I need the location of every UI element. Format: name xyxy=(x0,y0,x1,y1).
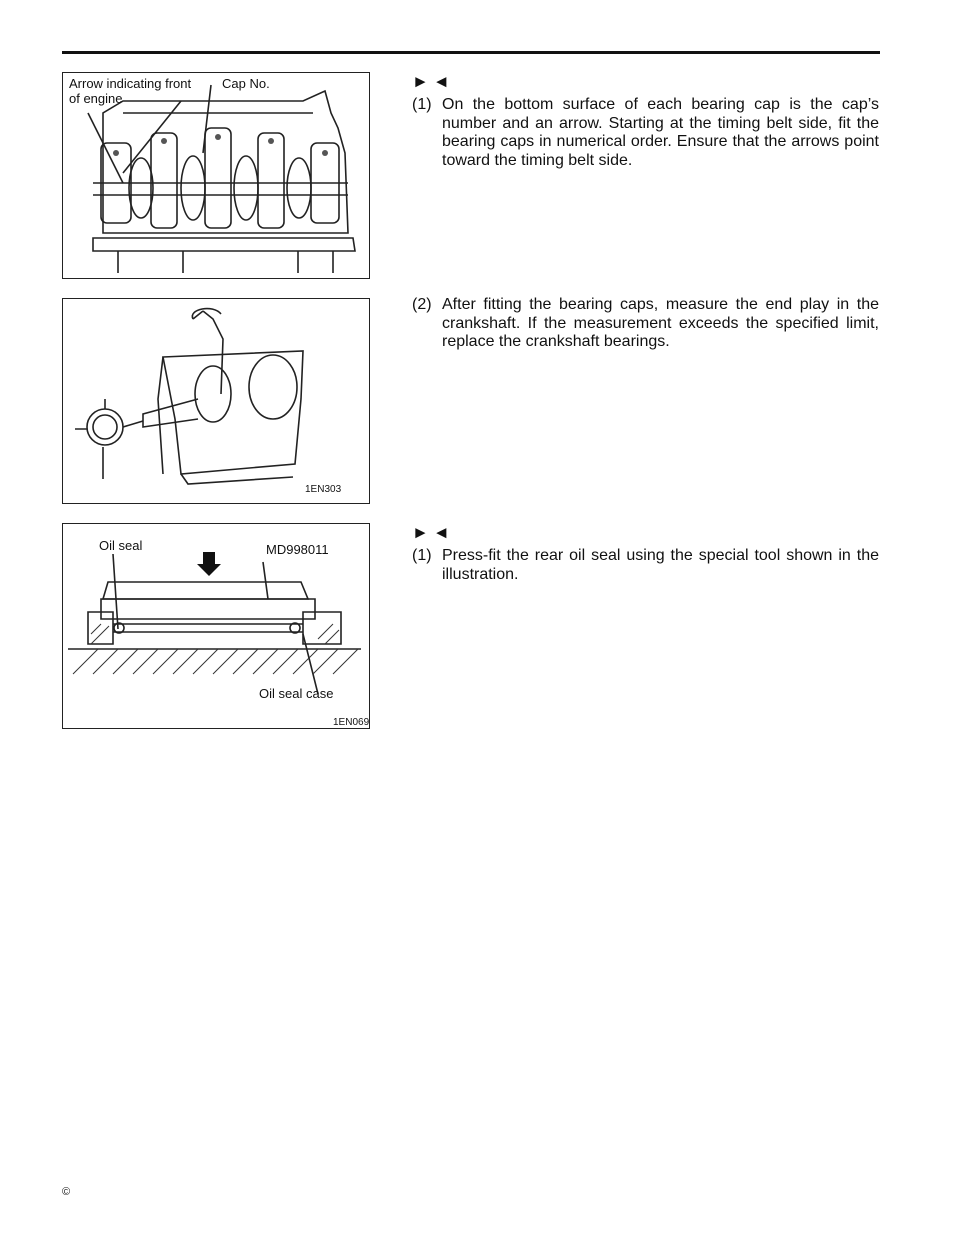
step-number: (1) xyxy=(412,96,432,113)
step-item xyxy=(412,547,879,584)
dial-gauge-illustration xyxy=(63,299,369,503)
step-item xyxy=(412,296,879,352)
section-marker: ►◄ xyxy=(412,523,454,542)
label-oil-seal: Oil seal xyxy=(99,538,143,553)
figure-end-play xyxy=(62,298,370,504)
step-text: On the bottom surface of each bearing cap is the cap’s number and an arrow. Starting at the timing belt side, fit the bearing caps in numerical order. Ensure that the arrows point toward the timing belt side. xyxy=(442,96,879,169)
header-rule xyxy=(62,51,880,54)
step-number: (2) xyxy=(412,296,432,313)
step-number: (1) xyxy=(412,547,432,564)
figure-number: 1EN303 xyxy=(305,484,342,495)
label-cap-no: Cap No. xyxy=(222,76,270,91)
step-text: Press-fit the rear oil seal using the special tool shown in the illustration. xyxy=(442,547,879,583)
figure-oil-seal xyxy=(62,523,370,729)
step-text: After fitting the bearing caps, measure the end play in the crankshaft. If the measurement exceeds the specified limit, replace the crankshaft bearings. xyxy=(442,296,879,350)
label-oil-seal-case: Oil seal case xyxy=(259,686,334,701)
step-item xyxy=(412,96,879,170)
figure-bearing-caps xyxy=(62,72,370,279)
section-marker: ►◄ xyxy=(412,72,454,91)
label-of-engine: of engine xyxy=(69,91,123,106)
figure-number: 1EN069 xyxy=(333,717,370,728)
copyright-symbol: © xyxy=(62,1186,71,1198)
label-special-tool: MD998011 xyxy=(266,542,329,557)
label-arrow-front: Arrow indicating front xyxy=(69,76,192,91)
